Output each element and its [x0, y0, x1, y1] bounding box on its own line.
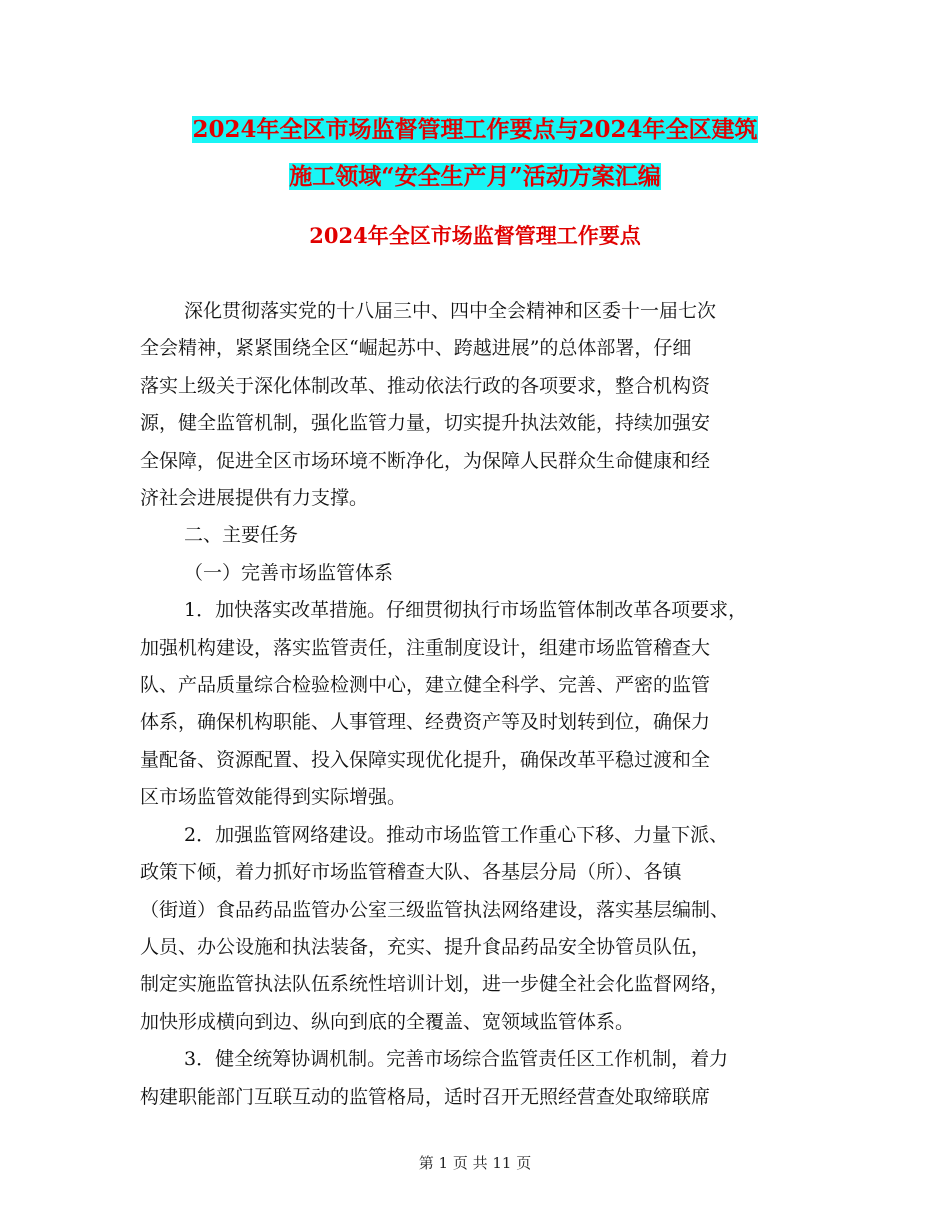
text-line: 制定实施监管执法队伍系统性培训计划，进一步健全社会化监督网络， — [140, 973, 730, 996]
body-text — [140, 293, 830, 1116]
text-line: 源，健全监管机制，强化监管力量，切实提升执法效能，持续加强安 — [140, 412, 711, 435]
text-line: 3．健全统筹协调机制。完善市场综合监管责任区工作机制，着力 — [184, 1048, 729, 1071]
title-line-2: 施工领域“安全生产月”活动方案汇编 — [289, 163, 661, 190]
text-line: 政策下倾，着力抓好市场监管稽查大队、各基层分局（所）、各镇 — [140, 861, 682, 884]
heading-subsection-1: （一）完善市场监管体系 — [184, 561, 394, 584]
text-line: 人员、办公设施和执法装备，充实、提升食品药品安全协管员队伍， — [140, 935, 711, 958]
text-line: 加强机构建设，落实监管责任，注重制度设计，组建市场监管稽查大 — [140, 636, 711, 659]
text-line: 2．加强监管网络建设。推动市场监管工作重心下移、力量下派、 — [184, 823, 729, 846]
page-footer: 第 1 页 共 11 页 — [418, 1154, 532, 1172]
title-line-1: 2024年全区市场监督管理工作要点与2024年全区建筑 — [192, 116, 758, 143]
section-title: 2024年全区市场监督管理工作要点 — [309, 223, 641, 248]
document-title — [0, 106, 950, 200]
text-line: 落实上级关于深化体制改革、推动依法行政的各项要求，整合机构资 — [140, 374, 711, 397]
text-line: 全会精神，紧紧围绕全区“崛起苏中、跨越进展”的总体部署，仔细 — [140, 337, 692, 360]
text-line: 加快形成横向到边、纵向到底的全覆盖、宽领域监管体系。 — [140, 1010, 635, 1033]
text-line: 队、产品质量综合检验检测中心，建立健全科学、完善、严密的监管 — [140, 674, 711, 697]
text-line: 构建职能部门互联互动的监管格局，适时召开无照经营查处取缔联席 — [140, 1085, 711, 1108]
text-line: 体系，确保机构职能、人事管理、经费资产等及时划转到位，确保力 — [140, 711, 711, 734]
text-line: 济社会进展提供有力支撑。 — [140, 487, 369, 510]
text-line: 量配备、资源配置、投入保障实现优化提升，确保改革平稳过渡和全 — [140, 748, 711, 771]
text-line: （街道）食品药品监管办公室三级监管执法网络建设，落实基层编制、 — [140, 898, 730, 921]
text-line: 区市场监管效能得到实际增强。 — [140, 786, 407, 809]
text-line: 深化贯彻落实党的十八届三中、四中全会精神和区委十一届七次 — [184, 300, 717, 322]
text-line: 全保障，促进全区市场环境不断净化，为保障人民群众生命健康和经 — [140, 449, 711, 472]
text-line: 1．加快落实改革措施。仔细贯彻执行市场监管体制改革各项要求， — [184, 599, 748, 622]
heading-main-tasks: 二、主要任务 — [184, 524, 299, 547]
